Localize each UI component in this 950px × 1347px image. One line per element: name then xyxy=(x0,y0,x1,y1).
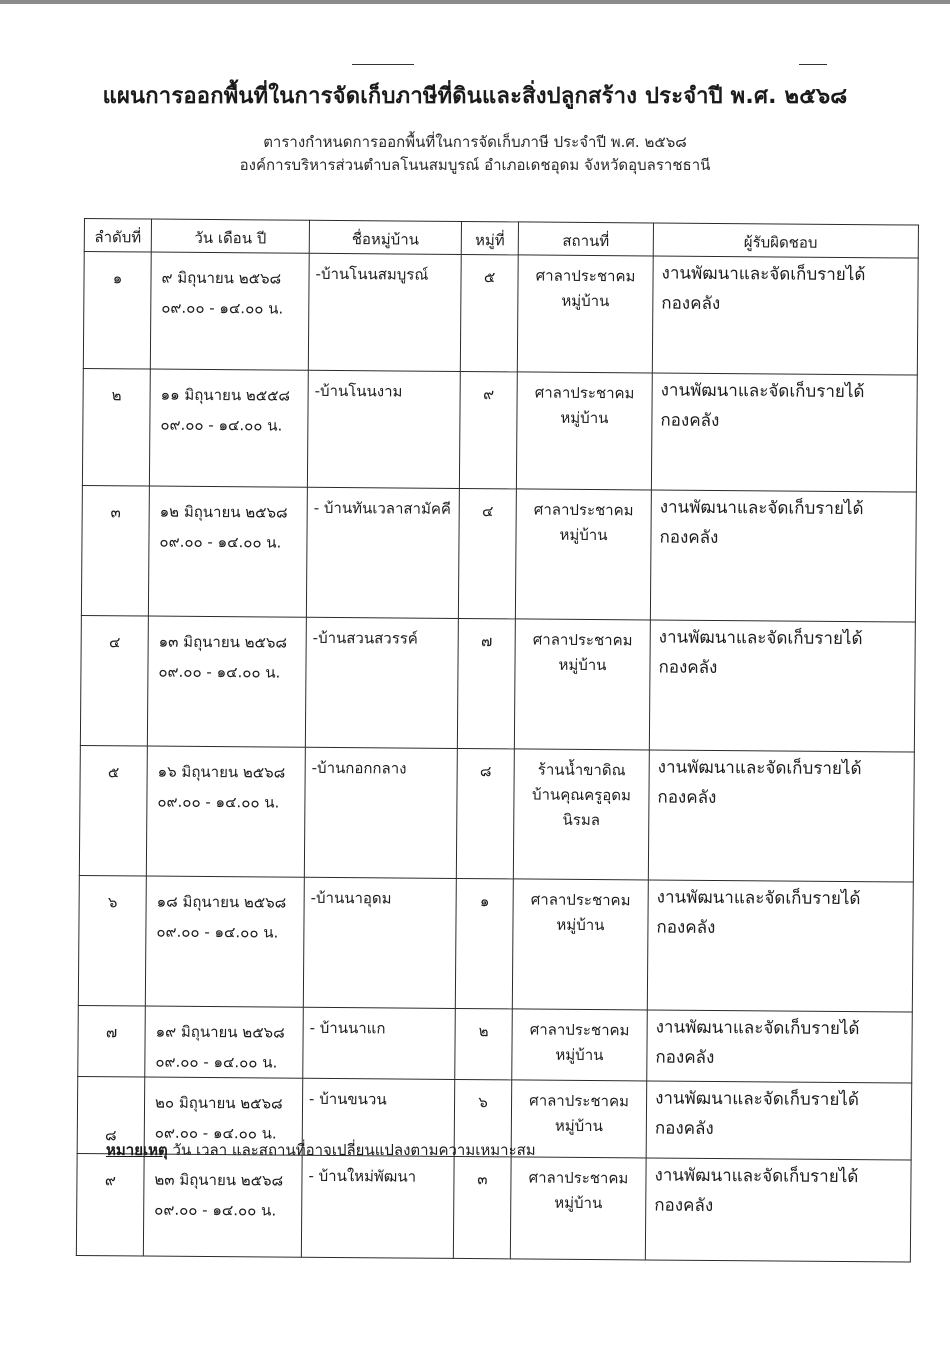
cell-responsible xyxy=(646,1081,912,1160)
cell-date xyxy=(146,746,305,877)
col-header-place: สถานที่ xyxy=(518,222,653,256)
col-header-village: ชื่อหมู่บ้าน xyxy=(309,220,461,254)
time-text: ๐๙.๐๐ - ๑๔.๐๐ น. xyxy=(154,1200,277,1220)
cell-responsible xyxy=(648,750,914,882)
responsible-division: กองคลัง xyxy=(660,410,720,431)
place-line-1: ศาลาประชาคม xyxy=(532,630,633,650)
table-row xyxy=(79,745,914,882)
date-text: ๑๓ มิถุนายน ๒๕๖๘ xyxy=(158,632,288,652)
place-line-2: หมู่บ้าน xyxy=(556,915,605,935)
table-row xyxy=(82,368,917,492)
table-row xyxy=(76,1153,911,1262)
place-line-2: หมู่บ้าน xyxy=(561,291,610,311)
cell-no: ๖ xyxy=(78,875,146,1006)
place-line-1: ศาลาประชาคม xyxy=(530,890,631,910)
time-text: ๐๙.๐๐ - ๑๔.๐๐ น. xyxy=(157,792,280,812)
cell-place xyxy=(515,489,651,620)
time-text: ๐๙.๐๐ - ๑๔.๐๐ น. xyxy=(159,532,282,552)
remark-label: หมายเหตุ xyxy=(106,1141,168,1159)
responsible-unit: งานพัฒนาและจัดเก็บรายได้ xyxy=(660,380,865,403)
cell-date xyxy=(148,486,307,617)
cell-village: -บ้านโนนสมบูรณ์ xyxy=(308,253,461,371)
top-mark-right xyxy=(799,64,827,65)
page-title: แผนการออกพื้นที่ในการจัดเก็บภาษีที่ดินและสิ่งปลูกสร้าง ประจำปี พ.ศ. ๒๕๖๘ xyxy=(102,84,848,109)
date-text: ๒๓ มิถุนายน ๒๕๖๘ xyxy=(154,1170,284,1190)
place-line-2: บ้านคุณครูอุดม xyxy=(531,785,631,805)
responsible-unit: งานพัฒนาและจัดเก็บรายได้ xyxy=(656,887,861,910)
cell-village: - บ้านนาแก xyxy=(303,1007,456,1079)
place-line-3: นิรมล xyxy=(562,810,601,830)
cell-moo: ๔ xyxy=(458,488,516,618)
cell-no: ๘ xyxy=(77,1076,145,1154)
time-text: ๐๙.๐๐ - ๑๔.๐๐ น. xyxy=(161,298,284,318)
time-text: ๐๙.๐๐ - ๑๔.๐๐ น. xyxy=(158,662,281,682)
col-header-responsible: ผู้รับผิดชอบ xyxy=(653,223,918,258)
subtitle-schedule: ตารางกำหนดการออกพื้นที่ในการจัดเก็บภาษี ประจำปี พ.ศ. ๒๕๖๘ xyxy=(263,133,687,151)
cell-moo: ๑ xyxy=(455,878,513,1008)
top-mark-left xyxy=(352,64,414,65)
date-text: ๑๖ มิถุนายน ๒๕๖๘ xyxy=(157,762,286,782)
place-line-1: ศาลาประชาคม xyxy=(535,266,636,286)
date-text: ๑๘ มิถุนายน ๒๕๖๘ xyxy=(156,892,287,912)
responsible-division: กองคลัง xyxy=(654,1195,714,1216)
cell-village: - บ้านทันเวลาสามัคคี xyxy=(306,487,459,618)
cell-responsible xyxy=(651,373,917,492)
schedule-table xyxy=(76,218,919,1263)
cell-place xyxy=(510,1157,646,1260)
time-text: ๐๙.๐๐ - ๑๔.๐๐ น. xyxy=(160,415,283,435)
responsible-unit: งานพัฒนาและจัดเก็บรายได้ xyxy=(657,757,862,780)
responsible-division: กองคลัง xyxy=(661,293,721,314)
cell-moo: ๘ xyxy=(456,748,514,878)
responsible-division: กองคลัง xyxy=(659,527,719,548)
col-header-moo: หมู่ที่ xyxy=(461,221,518,254)
cell-responsible xyxy=(647,1010,913,1083)
responsible-division: กองคลัง xyxy=(658,657,718,678)
cell-responsible xyxy=(645,1158,911,1262)
place-line-1: ร้านน้ำขาดิณ xyxy=(537,760,626,780)
table-row xyxy=(81,485,916,622)
responsible-unit: งานพัฒนาและจัดเก็บรายได้ xyxy=(655,1088,860,1111)
cell-place xyxy=(514,619,650,750)
cell-village: -บ้านสวนสวรรค์ xyxy=(305,617,458,748)
responsible-division: กองคลัง xyxy=(655,1047,715,1068)
cell-no: ๗ xyxy=(78,1005,146,1077)
place-line-2: หมู่บ้าน xyxy=(558,655,607,675)
cell-no: ๙ xyxy=(76,1153,144,1256)
cell-responsible xyxy=(650,490,916,622)
cell-village: -บ้านนาอุดม xyxy=(303,877,456,1008)
cell-date xyxy=(147,616,306,747)
cell-responsible xyxy=(647,880,913,1012)
scan-edge xyxy=(0,0,950,4)
cell-place xyxy=(512,879,648,1010)
date-text: ๑๙ มิถุนายน ๒๕๖๘ xyxy=(155,1022,285,1042)
place-line-2: หมู่บ้าน xyxy=(554,1193,603,1213)
cell-date xyxy=(149,369,308,487)
responsible-division: กองคลัง xyxy=(656,917,716,938)
date-text: ๑๑ มิถุนายน ๒๕๕๘ xyxy=(160,385,291,405)
responsible-division: กองคลัง xyxy=(654,1118,714,1139)
remark xyxy=(106,1138,536,1162)
place-line-1: ศาลาประชาคม xyxy=(529,1091,630,1111)
cell-date xyxy=(150,252,309,370)
cell-moo: ๕ xyxy=(460,254,518,371)
responsible-unit: งานพัฒนาและจัดเก็บรายได้ xyxy=(661,263,866,286)
place-line-2: หมู่บ้าน xyxy=(560,408,609,428)
cell-no: ๒ xyxy=(82,368,150,486)
responsible-unit: งานพัฒนาและจัดเก็บรายได้ xyxy=(659,497,864,520)
time-text: ๐๙.๐๐ - ๑๔.๐๐ น. xyxy=(156,922,279,942)
table-row xyxy=(78,1005,913,1083)
cell-village: - บ้านขนวน xyxy=(302,1078,455,1156)
date-text: ๑๒ มิถุนายน ๒๕๖๘ xyxy=(159,502,288,522)
place-line-2: หมู่บ้าน xyxy=(555,1045,604,1065)
cell-no: ๓ xyxy=(81,485,149,616)
table-row xyxy=(78,875,913,1012)
cell-no: ๕ xyxy=(79,745,147,876)
cell-responsible xyxy=(652,256,918,375)
place-line-1: ศาลาประชาคม xyxy=(528,1168,629,1188)
cell-date xyxy=(145,876,304,1007)
cell-place xyxy=(512,1009,648,1081)
responsible-division: กองคลัง xyxy=(657,787,717,808)
table-row xyxy=(83,252,918,376)
cell-moo: ๗ xyxy=(457,618,515,748)
col-header-no: ลำดับที่ xyxy=(84,219,151,253)
place-line-2: หมู่บ้าน xyxy=(554,1116,603,1136)
cell-date xyxy=(145,1006,304,1078)
responsible-unit: งานพัฒนาและจัดเก็บรายได้ xyxy=(658,627,863,650)
cell-date xyxy=(143,1154,302,1257)
col-header-date: วัน เดือน ปี xyxy=(151,219,309,253)
place-line-1: ศาลาประชาคม xyxy=(533,500,634,520)
cell-moo: ๓ xyxy=(453,1156,511,1258)
date-text: ๙ มิถุนายน ๒๕๖๘ xyxy=(161,268,282,288)
cell-village: - บ้านใหม่พัฒนา xyxy=(301,1155,454,1258)
cell-place xyxy=(516,372,652,490)
subtitle-organization: องค์การบริหารส่วนตำบลโนนสมบูรณ์ อำเภอเดชอุดม จังหวัดอุบลราชธานี xyxy=(239,156,711,174)
responsible-unit: งานพัฒนาและจัดเก็บรายได้ xyxy=(654,1165,859,1188)
place-line-1: ศาลาประชาคม xyxy=(529,1020,630,1040)
cell-moo: ๖ xyxy=(454,1079,512,1156)
time-text: ๐๙.๐๐ - ๑๔.๐๐ น. xyxy=(154,1123,277,1143)
cell-no: ๔ xyxy=(80,615,148,746)
cell-no: ๑ xyxy=(83,252,151,370)
cell-moo: ๒ xyxy=(455,1008,513,1079)
cell-responsible xyxy=(649,620,915,752)
cell-place xyxy=(513,749,649,880)
cell-moo: ๙ xyxy=(459,371,517,488)
place-line-1: ศาลาประชาคม xyxy=(534,383,635,403)
cell-place xyxy=(517,255,653,373)
responsible-unit: งานพัฒนาและจัดเก็บรายได้ xyxy=(655,1017,860,1040)
cell-village: -บ้านกอกกลาง xyxy=(304,747,457,878)
table-row xyxy=(80,615,915,752)
date-text: ๒๐ มิถุนายน ๒๕๖๘ xyxy=(154,1093,283,1113)
time-text: ๐๙.๐๐ - ๑๔.๐๐ น. xyxy=(155,1052,278,1072)
place-line-2: หมู่บ้าน xyxy=(559,525,608,545)
remark-text: วัน เวลา และสถานที่อาจเปลี่ยนแปลงตามความเหมาะสม xyxy=(167,1141,536,1159)
cell-village: -บ้านโนนงาม xyxy=(307,370,460,488)
